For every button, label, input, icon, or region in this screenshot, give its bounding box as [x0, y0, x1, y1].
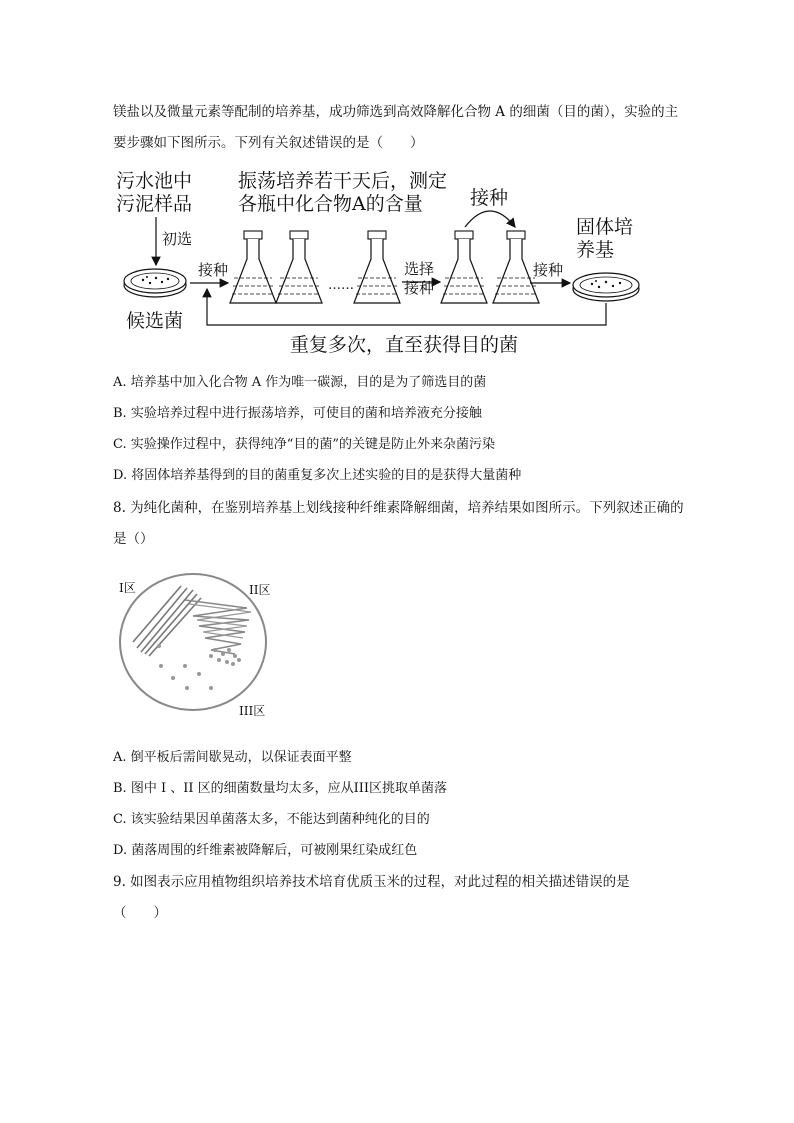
candidate-dish	[124, 269, 186, 297]
sample-label-2: 污泥样品	[116, 193, 193, 215]
ellipsis: ……	[328, 278, 354, 293]
solid-medium-label-1: 固体培	[576, 216, 634, 238]
inoculate-label: 接种	[198, 261, 229, 279]
inoculate-top-label: 接种	[470, 187, 509, 209]
flask-3	[354, 231, 400, 303]
q7-option-d: D. 将固体培养基得到的目的菌重复多次上述实验的目的是获得大量菌种	[113, 468, 522, 483]
flask-1	[230, 231, 276, 303]
q7-stem-line-2: 要步骤如下图所示。下列有关叙述错误的是（ ）	[113, 135, 424, 151]
zone-1-label: I区	[119, 581, 136, 595]
inoculate-right-label: 接种	[533, 261, 564, 279]
q7-option-c: C. 实验操作过程中，获得纯净“目的菌”的关键是防止外来杂菌污染	[113, 437, 496, 452]
q8-option-d: D. 菌落周围的纤维素被降解后，可被刚果红染成红色	[113, 843, 418, 858]
solid-medium-dish	[573, 273, 639, 301]
q8-petri-dish-diagram	[115, 570, 275, 720]
initial-select-label: 初选	[162, 230, 193, 248]
q8-option-a: A. 倒平板后需间歇晃动，以保证表面平整	[113, 750, 352, 765]
q7-experiment-diagram	[110, 165, 650, 360]
culture-label-2: 各瓶中化合物A的含量	[238, 193, 423, 215]
culture-label-1: 振荡培养若干天后，测定	[238, 170, 448, 192]
q7-option-a: A. 培养基中加入化合物 A 作为唯一碳源，目的是为了筛选目的菌	[113, 375, 487, 390]
flask-2	[276, 231, 322, 303]
q8-option-b: B. 图中 I 、II 区的细菌数量均太多，应从III区挑取单菌落	[113, 781, 448, 796]
q9-stem-line-2: （ ）	[113, 905, 167, 921]
q8-option-c: C. 该实验结果因单菌落太多，不能达到菌种纯化的目的	[113, 812, 430, 827]
flask-4	[441, 231, 487, 303]
q8-stem-line-1: 8. 为纯化菌种，在鉴别培养基上划线接种纤维素降解细菌，培养结果如图所示。下列叙述正确的	[113, 500, 684, 516]
zone-2-label: II区	[249, 583, 271, 597]
solid-medium-label-2: 养基	[576, 239, 615, 261]
q7-option-b: B. 实验培养过程中进行振荡培养，可使目的菌和培养液充分接触	[113, 406, 482, 421]
select-label-1: 选择	[404, 260, 435, 278]
candidate-label: 候选菌	[126, 310, 184, 332]
sample-label-1: 污水池中	[116, 170, 193, 192]
q7-stem-line-1: 镁盐以及微量元素等配制的培养基，成功筛选到高效降解化合物 A 的细菌（目的菌），实验的主	[113, 104, 679, 120]
repeat-label: 重复多次，直至获得目的菌	[290, 334, 519, 356]
select-label-2: 接种	[404, 279, 435, 297]
q9-stem-line-1: 9. 如图表示应用植物组织培养技术培育优质玉米的过程，对此过程的相关描述错误的是	[113, 874, 630, 890]
q8-stem-line-2: 是（）	[113, 531, 154, 547]
zone-3-label: III区	[239, 704, 266, 718]
